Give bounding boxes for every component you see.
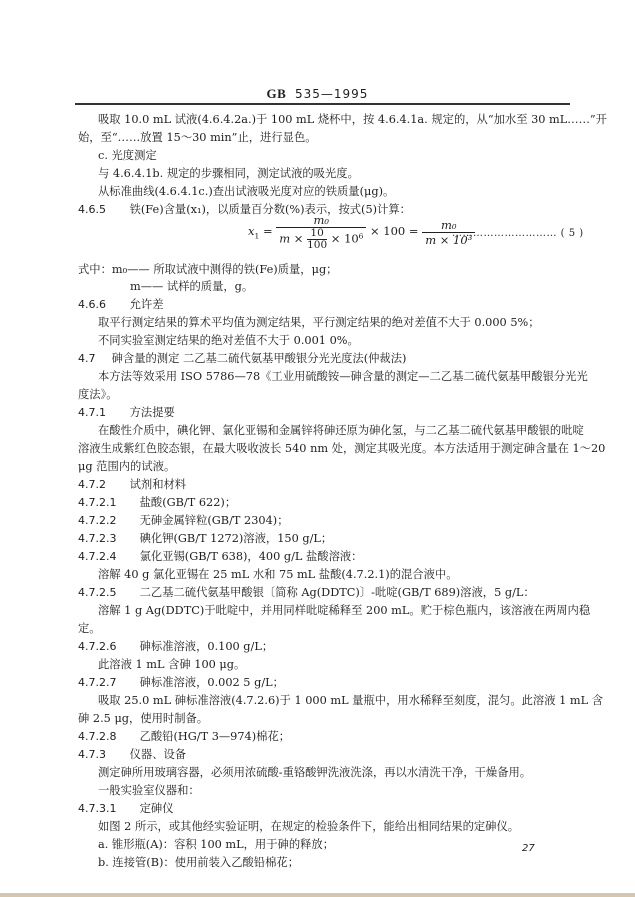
formula-lhs: $x_1$ [248,224,260,241]
paragraph-line: 在酸性介质中，碘化钾、氯化亚锡和金属锌将砷还原为砷化氢，与二乙基二硫代氨基甲酸银的吡啶 [98,424,584,437]
section-4-7-2-7: 4.7.2.7 砷标准溶液，0.002 5 g/L； [78,676,284,689]
paragraph-line: 与 4.6.4.1b. 规定的步骤相同，测定试液的吸光度。 [98,167,359,180]
header-rule [75,103,570,105]
paragraph-line: 从标准曲线(4.6.4.1c.)查出试液吸光度对应的铁质量(μg)。 [98,185,395,198]
section-4-7-2-4: 4.7.2.4 氯化亚锡(GB/T 638)，400 g/L 盐酸溶液： [78,550,363,563]
page-edge-strip [0,893,635,897]
section-4-7: 4.7 砷含量的测定 二乙基二硫代氨基甲酸银分光光度法(仲裁法) [78,352,407,365]
equation-number: ………………………… ( 5 ) [452,228,584,239]
paragraph-line: 本方法等效采用 ISO 5786—78《工业用硫酸铵—砷含量的测定—二乙基二硫代氨基甲酸银分光光 [98,370,588,383]
fraction-main: m₀ m × $\frac{10}{100}$ × 10⁶ [276,213,366,251]
section-4-7-2-6: 4.7.2.6 砷标准溶液，0.100 g/L； [78,640,274,653]
formula-where-line: 式中：m₀—— 所取试液中测得的铁(Fe)质量，μg； [78,263,338,276]
paragraph-line: 砷 2.5 μg，使用时制备。 [78,712,209,725]
paragraph-line: 溶解 40 g 氯化亚锡在 25 mL 水和 75 mL 盐酸(4.7.2.1)的混合液中。 [98,568,458,581]
list-item-a: a. 锥形瓶(A)：容积 100 mL，用于砷的释放； [98,838,335,851]
paragraph-line: 取平行测定结果的算术平均值为测定结果，平行测定结果的绝对差值不大于 0.000 5%； [98,316,540,329]
paragraph-line: 如图 2 所示，或其他经实验证明，在规定的检验条件下，能给出相同结果的定砷仪。 [98,820,520,833]
paragraph-line: 吸取 10.0 mL 试液(4.6.4.2a.)于 100 mL 烧杯中，按 4.6.4.1a. 规定的，从“加水至 30 mL……”开 [98,113,607,126]
section-4-7-1: 4.7.1 方法提要 [78,406,175,419]
standard-number: 535—1995 [294,87,369,101]
times-hundred: × 100 = [370,224,419,238]
paragraph-line: 溶解 1 g Ag(DDTC)于吡啶中，并用同样吡啶稀释至 200 mL。贮于棕色瓶内，该溶液在两周内稳 [98,604,591,617]
paragraph-line: 溶液生成紫红色胶态银，在最大吸收波长 540 nm 处，测定其吸光度。本方法适用于测定砷含量在 1～20 [78,442,606,455]
section-4-6-6: 4.6.6 允许差 [78,298,164,311]
section-4-7-2-3: 4.7.2.3 碘化钾(GB/T 1272)溶液，150 g/L； [78,532,333,545]
paragraph-line: 一般实验室仪器和： [98,784,200,797]
section-text: 铁(Fe)含量(x₁)，以质量百分数(%)表示，按式(5)计算： [129,203,411,216]
section-4-7-3: 4.7.3 仪器、设备 [78,748,187,761]
section-4-7-2-5: 4.7.2.5 二乙基二硫代氨基甲酸银〔简称 Ag(DDTC)〕-吡啶(GB/T 689)溶液，5 g/L： [78,586,535,599]
section-4-7-3-1: 4.7.3.1 定砷仪 [78,802,174,815]
formula-5 [248,213,475,261]
page-header [0,86,635,102]
section-4-7-2-8: 4.7.2.8 乙酸铅(HG/T 3—974)棉花； [78,730,291,743]
section-4-7-2-2: 4.7.2.2 无砷金属锌粒(GB/T 2304)； [78,514,289,527]
section-4-7-2-1: 4.7.2.1 盐酸(GB/T 622)； [78,496,237,509]
paragraph-line: 此溶液 1 mL 含砷 100 μg。 [98,658,246,671]
paragraph-line: μg 范围内的试液。 [78,460,176,473]
section-4-7-2: 4.7.2 试剂和材料 [78,478,187,491]
paragraph-line: 吸取 25.0 mL 砷标准溶液(4.7.2.6)于 1 000 mL 量瓶中，用水稀释至刻度，混匀。此溶液 1 mL 含 [98,694,603,707]
paragraph-line: 定。 [78,622,101,635]
paragraph-line: 度法》。 [78,388,118,401]
paragraph-line: 测定砷所用玻璃容器，必须用浓硫酸-重铬酸钾洗液洗涤，再以水清洗干净，干燥备用。 [98,766,532,779]
fraction-simplified: $\frac{\text{m₀}}{\text{m × 10³}}$ [422,218,475,247]
section-number: 4.6.5 [78,203,106,216]
item-label-c: c. 光度测定 [98,149,157,162]
standard-prefix: GB [266,86,287,101]
inner-fraction: $\frac{10}{100}$ [307,227,328,251]
equals-sign: = [262,224,273,238]
formula-where-line: m—— 试样的质量，g。 [130,280,254,293]
list-item-b: b. 连接管(B)：使用前装入乙酸铅棉花； [98,856,299,869]
page-number: 27 [522,843,535,854]
paragraph-line: 始，至“……放置 15～30 min”止，进行显色。 [78,131,317,144]
paragraph-line: 不同实验室测定结果的绝对差值不大于 0.001 0%。 [98,334,359,347]
